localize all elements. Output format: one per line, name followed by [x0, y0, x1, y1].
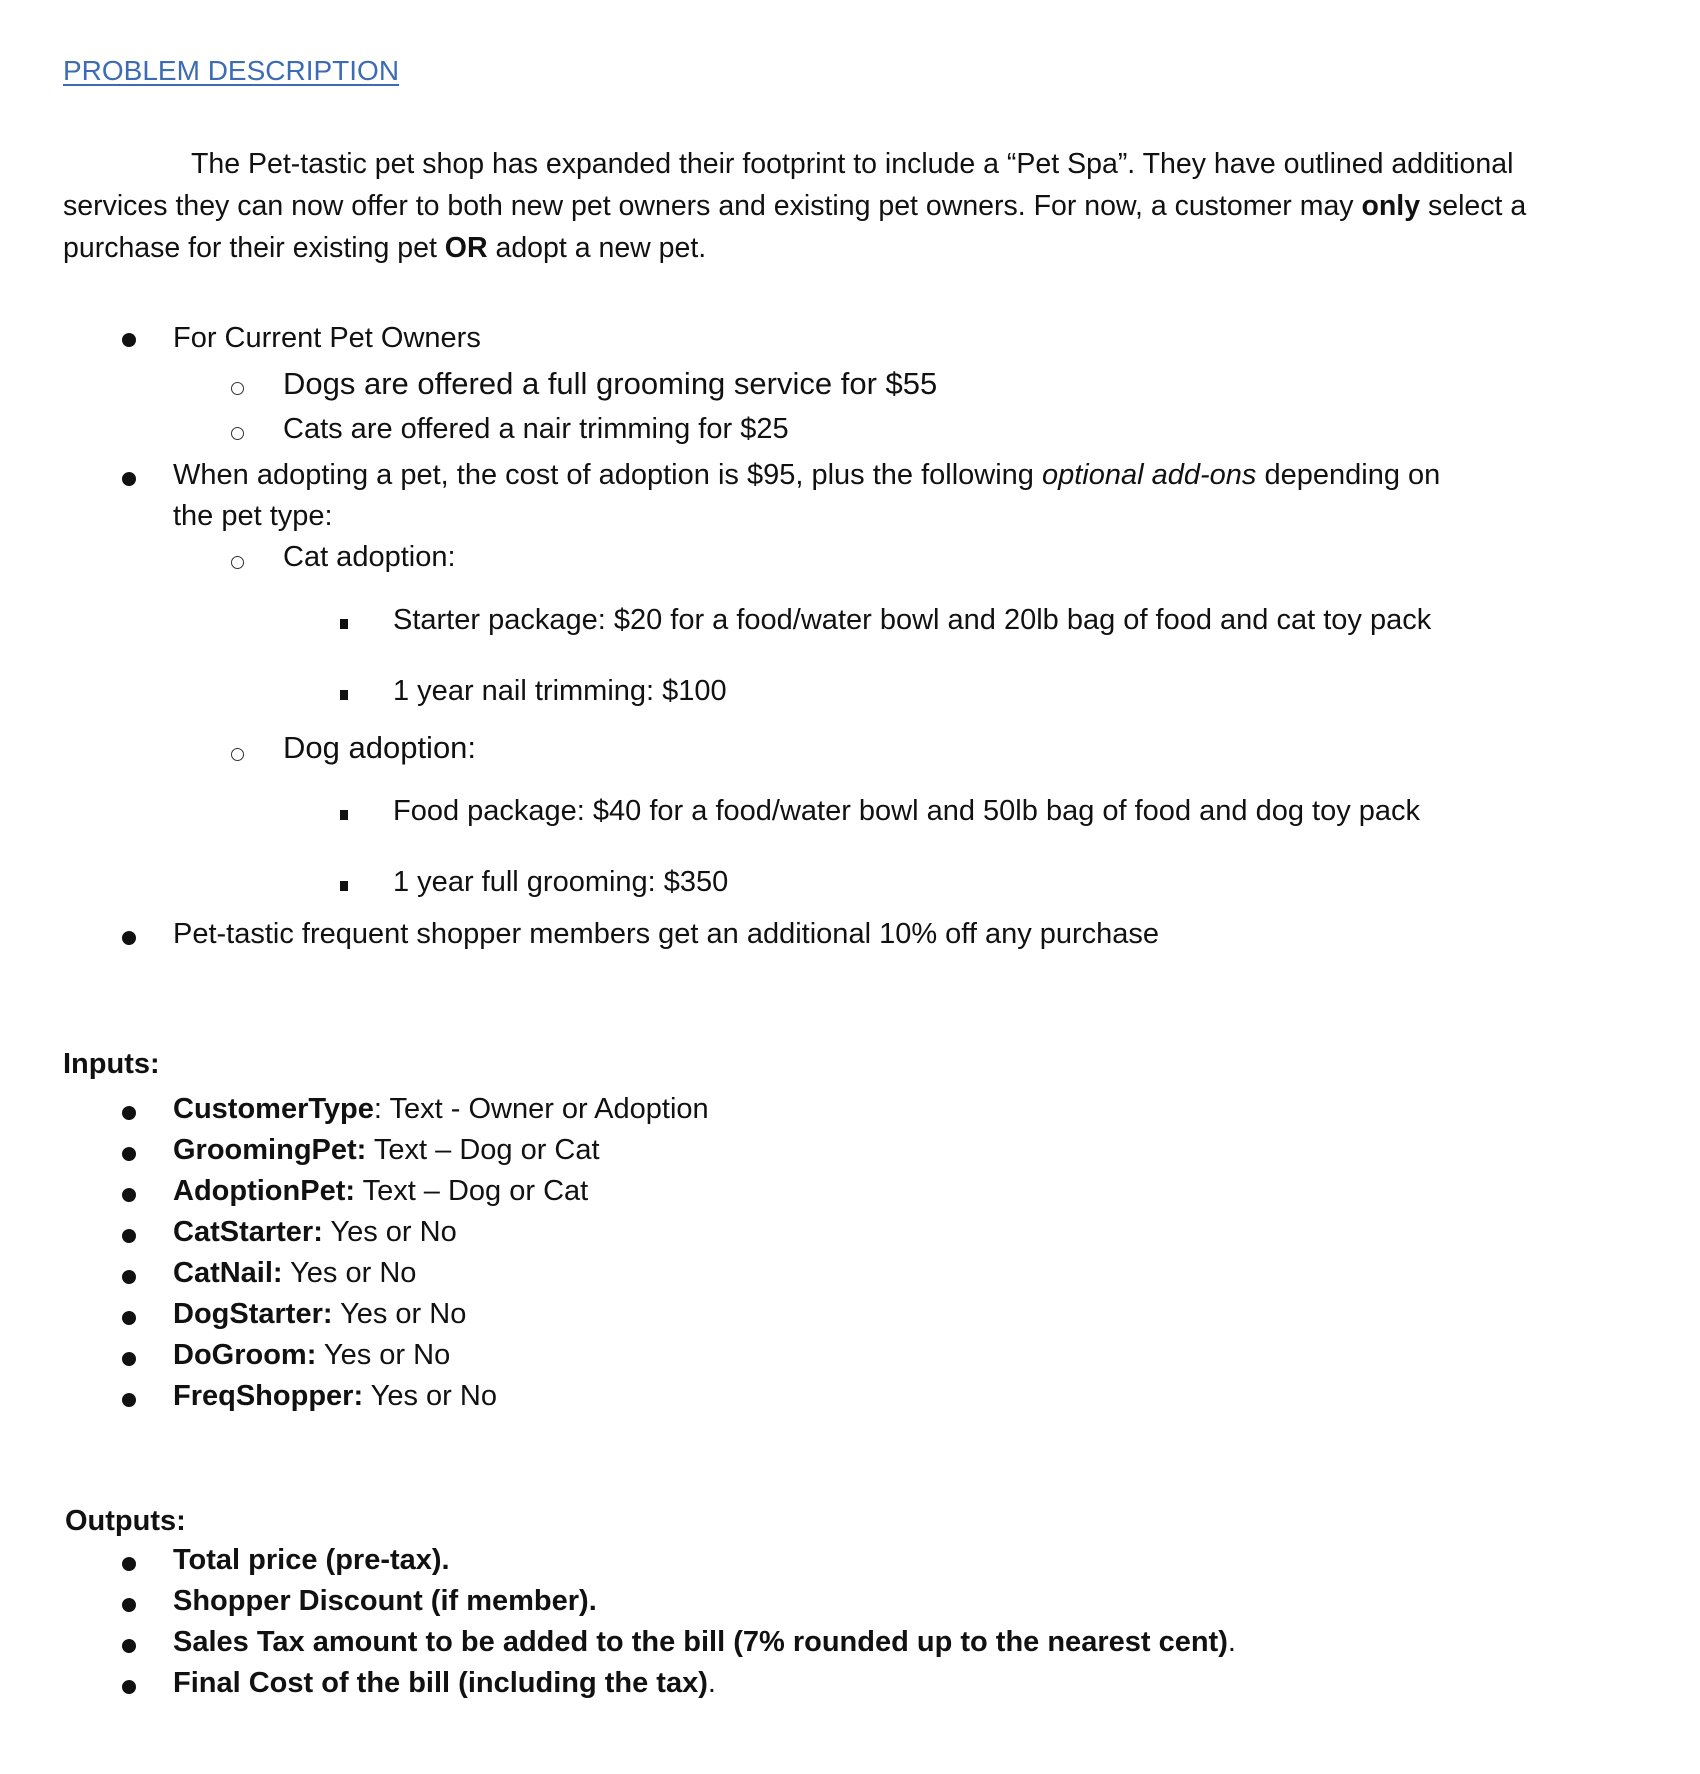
output-item — [173, 1667, 716, 1700]
input-item — [173, 1216, 457, 1249]
dog-full-grooming: 1 year full grooming: $350 — [393, 866, 729, 898]
intro-text-3: adopt a new pet. — [487, 232, 707, 264]
intro-paragraph — [63, 143, 1623, 269]
dog-adoption-label: Dog adoption: — [283, 730, 477, 765]
input-name: AdoptionPet: — [173, 1175, 356, 1207]
adoption-optional-addons: optional add-ons — [1041, 459, 1257, 491]
input-sep — [355, 1175, 363, 1207]
circle-bullet-icon — [231, 382, 244, 395]
input-item — [173, 1298, 466, 1331]
output-text: Shopper Discount (if member). — [173, 1585, 597, 1617]
dog-grooming-text: Dogs are offered a full grooming service for $55 — [283, 366, 938, 401]
input-name: GroomingPet: — [173, 1134, 367, 1166]
adoption-text-a: When adopting a pet, the cost of adoption is $95, plus the following — [173, 459, 1042, 491]
dog-food-package: Food package: $40 for a food/water bowl and 50lb bag of food and dog toy pack — [393, 795, 1421, 827]
input-sep — [316, 1339, 324, 1371]
input-sep — [283, 1257, 291, 1289]
intro-only: only — [1361, 190, 1421, 222]
frequent-shopper-text: Pet-tastic frequent shopper members get an additional 10% off any purchase — [173, 918, 1160, 950]
circle-bullet-icon — [231, 427, 244, 440]
bullet-icon — [122, 1680, 136, 1694]
output-text: Final Cost of the bill (including the tax) — [173, 1667, 708, 1699]
adoption-text-b: depending on — [1256, 459, 1441, 491]
output-text: Total price (pre-tax). — [173, 1544, 450, 1576]
input-desc: Yes or No — [340, 1298, 467, 1330]
intro-text-2: select a purchase for their existing pet — [63, 190, 1527, 264]
outputs-label: Outputs: — [65, 1505, 186, 1537]
page-title: PROBLEM DESCRIPTION — [63, 55, 400, 86]
circle-bullet-icon — [231, 748, 244, 761]
output-item — [173, 1626, 1236, 1659]
input-desc: Text – Dog or Cat — [373, 1134, 600, 1166]
bullet-icon — [122, 1598, 136, 1612]
square-bullet-icon — [340, 810, 348, 820]
input-sep — [363, 1380, 371, 1412]
output-suffix: . — [707, 1667, 716, 1699]
input-name: DogStarter: — [173, 1298, 333, 1330]
input-item — [173, 1257, 416, 1290]
intro-text-1: The Pet-tastic pet shop has expanded their footprint to include a “Pet Spa”. They have outlined additional services they can now offer to both new pet owners and existing pet owners. For now, a customer may — [63, 148, 1514, 222]
bullet-icon — [122, 1270, 136, 1284]
output-item — [173, 1544, 450, 1577]
bullet-icon — [122, 472, 136, 486]
input-item — [173, 1134, 600, 1167]
input-name: CatNail: — [173, 1257, 283, 1289]
intro-or: OR — [444, 232, 488, 264]
output-suffix: . — [1227, 1626, 1236, 1658]
circle-bullet-icon — [231, 556, 244, 569]
input-desc: Text - Owner or Adoption — [389, 1093, 709, 1125]
bullet-icon — [122, 931, 136, 945]
square-bullet-icon — [340, 619, 348, 629]
bullet-icon — [122, 1188, 136, 1202]
bullet-icon — [122, 333, 136, 347]
adoption-line-1 — [173, 459, 1440, 492]
input-sep: : — [373, 1093, 390, 1125]
input-name: DoGroom: — [173, 1339, 317, 1371]
cat-starter-package: Starter package: $20 for a food/water bowl and 20lb bag of food and cat toy pack — [393, 604, 1432, 636]
bullet-icon — [122, 1639, 136, 1653]
input-desc: Yes or No — [370, 1380, 497, 1412]
bullet-icon — [122, 1106, 136, 1120]
inputs-label: Inputs: — [63, 1048, 160, 1080]
square-bullet-icon — [340, 881, 348, 891]
bullet-icon — [122, 1147, 136, 1161]
input-desc: Text – Dog or Cat — [362, 1175, 589, 1207]
input-sep — [333, 1298, 341, 1330]
bullet-icon — [122, 1311, 136, 1325]
input-desc: Yes or No — [290, 1257, 417, 1289]
square-bullet-icon — [340, 690, 348, 700]
cat-nail-trimming: 1 year nail trimming: $100 — [393, 675, 727, 707]
adoption-line-2: the pet type: — [173, 500, 333, 532]
input-desc: Yes or No — [330, 1216, 457, 1248]
input-sep — [366, 1134, 374, 1166]
input-item — [173, 1175, 588, 1208]
bullet-icon — [122, 1352, 136, 1366]
current-owners-label: For Current Pet Owners — [173, 322, 481, 354]
input-item — [173, 1380, 497, 1413]
cat-trimming-text: Cats are offered a nair trimming for $25 — [283, 413, 789, 445]
output-item — [173, 1585, 597, 1618]
input-name: CatStarter: — [173, 1216, 323, 1248]
bullet-icon — [122, 1393, 136, 1407]
input-name: CustomerType — [173, 1093, 374, 1125]
bullet-icon — [122, 1229, 136, 1243]
input-desc: Yes or No — [323, 1339, 451, 1371]
input-name: FreqShopper: — [173, 1380, 364, 1412]
cat-adoption-label: Cat adoption: — [283, 541, 456, 573]
input-item — [173, 1339, 450, 1372]
output-text: Sales Tax amount to be added to the bill (7% rounded up to the nearest cent) — [173, 1626, 1228, 1658]
input-item — [173, 1093, 709, 1126]
bullet-icon — [122, 1557, 136, 1571]
